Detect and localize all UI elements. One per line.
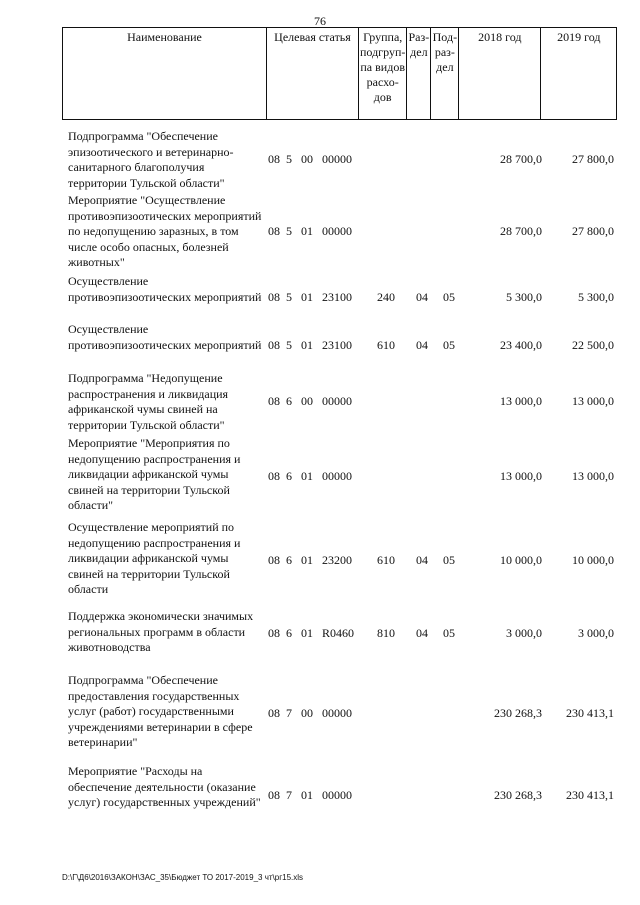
row-name: Мероприятие "Мероприятия по недопущению распространения и ликвидации африканской чумы свиней на территории Тульской области" xyxy=(68,436,241,512)
row-ts-subprogram: 6 xyxy=(286,626,292,640)
row-ts-direction: 23100 xyxy=(322,338,352,352)
row-ts-subprogram: 7 xyxy=(286,788,292,802)
row-value-2019: 13 000,0 xyxy=(572,469,614,483)
row-ts-direction: 23200 xyxy=(322,553,352,567)
row-ts-program: 08 xyxy=(268,338,280,352)
header-year-2018: 2018 год xyxy=(459,28,541,120)
row-section: 04 xyxy=(416,553,428,567)
header-section: Раз- дел xyxy=(407,28,431,120)
row-ts-subprogram: 5 xyxy=(286,290,292,304)
row-ts-event: 01 xyxy=(301,224,313,238)
row-subsection: 05 xyxy=(443,626,455,640)
row-value-2019: 3 000,0 xyxy=(578,626,614,640)
row-name: Подпрограмма "Обеспечение предоставления государственных услуг (работ) государственными учреждениями ветеринарии в сфере ветеринарии" xyxy=(68,673,253,749)
row-subsection: 05 xyxy=(443,290,455,304)
row-ts-event: 01 xyxy=(301,290,313,304)
row-ts-event: 00 xyxy=(301,152,313,166)
row-name: Подпрограмма "Обеспечение эпизоотического и ветеринарно-санитарного благополучия территории Тульской области" xyxy=(68,129,234,190)
row-ts-event: 01 xyxy=(301,469,313,483)
row-value-2018: 10 000,0 xyxy=(500,553,542,567)
header-year-2019: 2019 год xyxy=(541,28,617,120)
row-name: Подпрограмма "Недопущение распространения и ликвидация африканской чумы свиней на территории Тульской области" xyxy=(68,371,229,432)
row-value-2018: 230 268,3 xyxy=(494,788,542,802)
row-value-2018: 5 300,0 xyxy=(506,290,542,304)
row-ts-program: 08 xyxy=(268,290,280,304)
row-group: 240 xyxy=(377,290,395,304)
table-header xyxy=(62,27,617,120)
row-section: 04 xyxy=(416,338,428,352)
row-ts-subprogram: 6 xyxy=(286,394,292,408)
header-target-article: Целевая статья xyxy=(267,28,359,120)
row-ts-event: 00 xyxy=(301,706,313,720)
row-name: Осуществление мероприятий по недопущению распространения и ликвидации африканской чумы свиней на территории Тульской области xyxy=(68,520,241,596)
footer-file-path: D:\Г\Д6\2016\ЗАКОН\ЗАС_35\Бюджет ТО 2017-2019_3 чт\рг15.xls xyxy=(62,873,304,882)
header-name: Наименование xyxy=(63,28,267,120)
row-ts-direction: 23100 xyxy=(322,290,352,304)
row-ts-direction: 00000 xyxy=(322,706,352,720)
row-name: Осуществление противоэпизоотических мероприятий xyxy=(68,322,262,352)
row-ts-program: 08 xyxy=(268,788,280,802)
header-expense-group: Группа, подгруп- па видов расхо- дов xyxy=(359,28,407,120)
row-subsection: 05 xyxy=(443,338,455,352)
row-ts-event: 00 xyxy=(301,394,313,408)
row-section: 04 xyxy=(416,290,428,304)
row-value-2019: 27 800,0 xyxy=(572,152,614,166)
row-group: 610 xyxy=(377,553,395,567)
row-value-2018: 28 700,0 xyxy=(500,152,542,166)
page-number: 76 xyxy=(314,14,326,28)
row-ts-direction: 00000 xyxy=(322,152,352,166)
row-ts-direction: R0460 xyxy=(322,626,355,640)
row-ts-event: 01 xyxy=(301,553,313,567)
row-ts-direction: 00000 xyxy=(322,394,352,408)
row-value-2018: 3 000,0 xyxy=(506,626,542,640)
row-subsection: 05 xyxy=(443,553,455,567)
row-ts-direction: 00000 xyxy=(322,224,352,238)
row-ts-subprogram: 5 xyxy=(286,152,292,166)
row-ts-program: 08 xyxy=(268,152,280,166)
row-name: Поддержка экономически значимых региональных программ в области животноводства xyxy=(68,609,254,654)
row-value-2018: 13 000,0 xyxy=(500,394,542,408)
row-group: 610 xyxy=(377,338,395,352)
row-name: Мероприятие "Расходы на обеспечение деятельности (оказание услуг) государственных учреждений" xyxy=(68,764,261,809)
row-value-2019: 22 500,0 xyxy=(572,338,614,352)
row-value-2019: 230 413,1 xyxy=(566,706,614,720)
row-ts-program: 08 xyxy=(268,394,280,408)
row-section: 04 xyxy=(416,626,428,640)
row-value-2019: 13 000,0 xyxy=(572,394,614,408)
row-value-2018: 28 700,0 xyxy=(500,224,542,238)
row-ts-program: 08 xyxy=(268,553,280,567)
row-value-2018: 230 268,3 xyxy=(494,706,542,720)
row-ts-program: 08 xyxy=(268,626,280,640)
row-ts-program: 08 xyxy=(268,706,280,720)
row-ts-subprogram: 5 xyxy=(286,338,292,352)
row-ts-direction: 00000 xyxy=(322,469,352,483)
row-group: 810 xyxy=(377,626,395,640)
row-value-2019: 27 800,0 xyxy=(572,224,614,238)
row-ts-subprogram: 6 xyxy=(286,553,292,567)
row-ts-event: 01 xyxy=(301,338,313,352)
row-ts-subprogram: 6 xyxy=(286,469,292,483)
row-ts-event: 01 xyxy=(301,626,313,640)
header-subsection: Под- раз- дел xyxy=(431,28,459,120)
row-name: Осуществление противоэпизоотических мероприятий xyxy=(68,274,262,304)
row-value-2019: 5 300,0 xyxy=(578,290,614,304)
row-value-2018: 13 000,0 xyxy=(500,469,542,483)
row-value-2019: 230 413,1 xyxy=(566,788,614,802)
row-value-2019: 10 000,0 xyxy=(572,553,614,567)
row-name: Мероприятие "Осуществление противоэпизоотических мероприятий по недопущению заразных, в том числе особо опасных, болезней животных" xyxy=(68,193,262,269)
row-ts-event: 01 xyxy=(301,788,313,802)
row-ts-program: 08 xyxy=(268,224,280,238)
row-ts-subprogram: 7 xyxy=(286,706,292,720)
row-value-2018: 23 400,0 xyxy=(500,338,542,352)
row-ts-subprogram: 5 xyxy=(286,224,292,238)
row-ts-direction: 00000 xyxy=(322,788,352,802)
row-ts-program: 08 xyxy=(268,469,280,483)
